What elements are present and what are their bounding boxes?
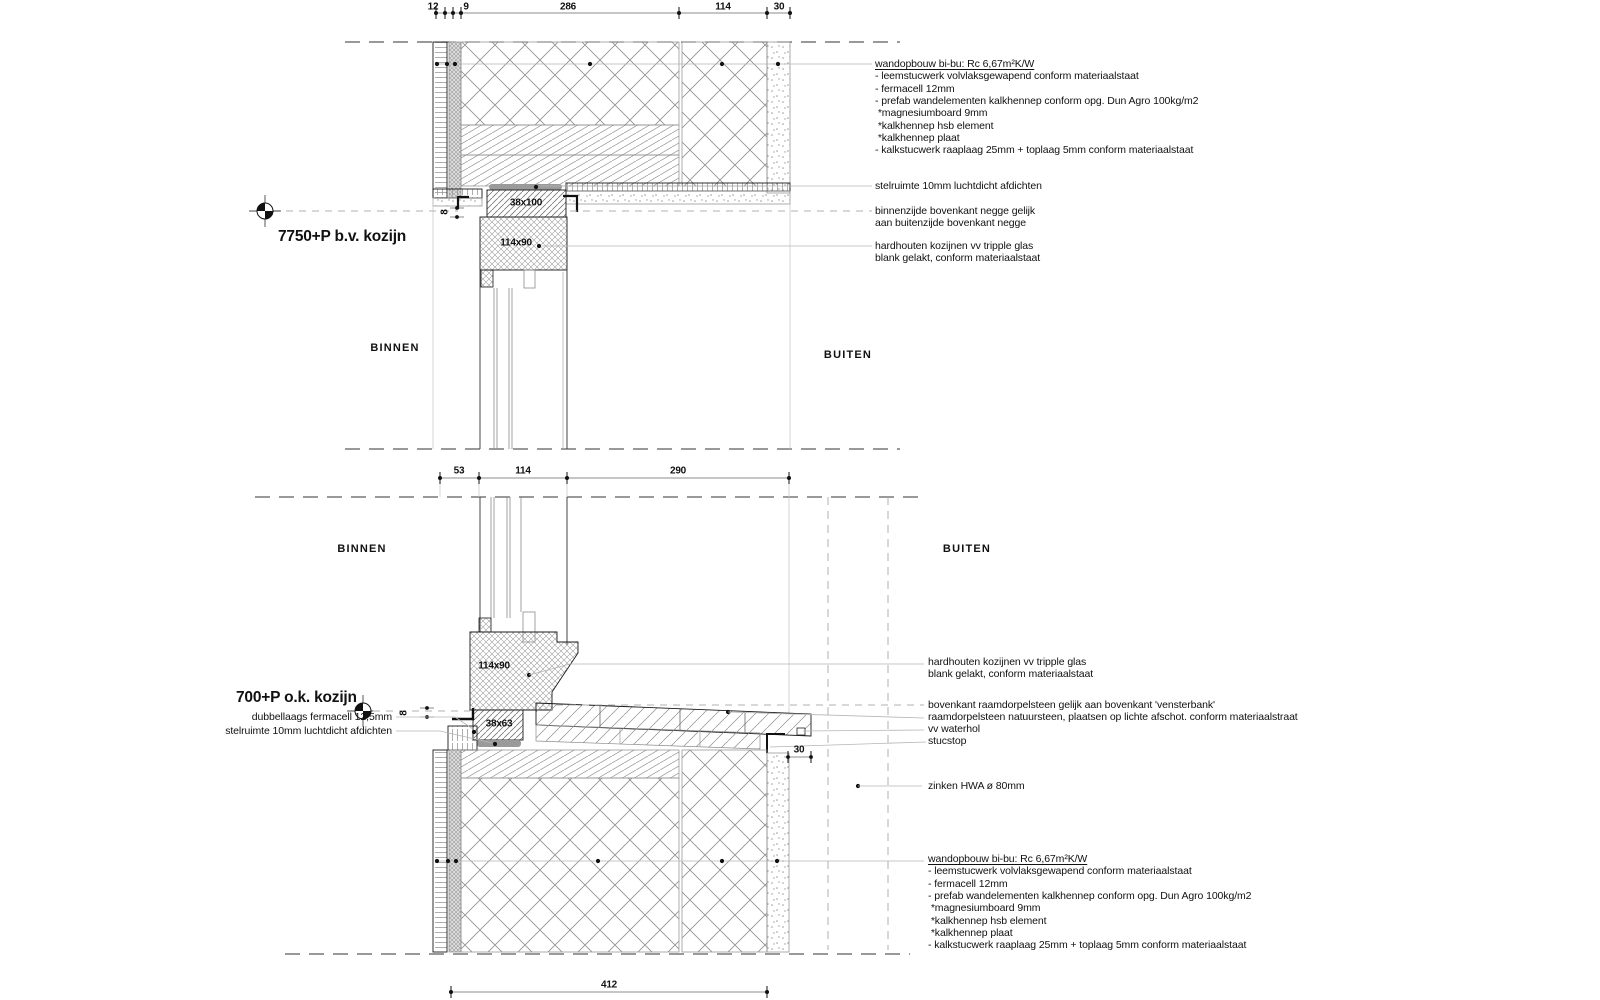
annotation-fermacell: dubbellaags fermacell 12,5mm bbox=[251, 711, 392, 723]
wall-buildup-line: - kalkstucwerk raaplaag 25mm + toplaag 5mm conform materiaalstaat bbox=[875, 144, 1194, 157]
wall-buildup-line: *magnesiumboard 9mm bbox=[875, 107, 988, 120]
wall-buildup-line: - prefab wandelementen kalkhennep conform opg. Dun Agro 100kg/m2 bbox=[928, 890, 1252, 903]
dim-8-top: 8 bbox=[439, 209, 451, 215]
kozijn-line: hardhouten kozijnen vv tripple glas bbox=[875, 240, 1034, 252]
dim-114-bottom: 114 bbox=[515, 465, 531, 477]
annotation-stelruimte-top bbox=[875, 180, 1042, 192]
level-title-bottom: 700+P o.k. kozijn bbox=[236, 689, 357, 706]
dim-412: 412 bbox=[600, 979, 618, 991]
wall-buildup-line: - prefab wandelementen kalkhennep conform opg. Dun Agro 100kg/m2 bbox=[875, 95, 1199, 108]
zone-buiten-bottom: BUITEN bbox=[942, 543, 992, 555]
annotation-hwa: zinken HWA ø 80mm bbox=[928, 780, 1025, 792]
annotation-stelruimte-bottom: stelruimte 10mm luchtdicht afdichten bbox=[225, 725, 392, 737]
dim-8-bottom: 8 bbox=[398, 710, 410, 716]
wall-buildup-line: - fermacell 12mm bbox=[928, 877, 1008, 890]
dim-53: 53 bbox=[453, 465, 465, 477]
zone-buiten-top: BUITEN bbox=[823, 349, 873, 361]
wall-buildup-line: *kalkhennep hsb element bbox=[928, 914, 1047, 927]
part-label-38x100: 38x100 bbox=[509, 197, 543, 209]
level-title-top: 7750+P b.v. kozijn bbox=[278, 228, 407, 245]
annotation-negge bbox=[875, 205, 1035, 230]
part-label-38x63: 38x63 bbox=[485, 718, 513, 730]
part-label-114x90-bottom: 114x90 bbox=[478, 660, 510, 672]
annotation-kozijn-bottom bbox=[928, 656, 1093, 681]
annotation-wall-buildup-bottom bbox=[928, 853, 1251, 952]
wall-buildup-line: - leemstucwerk volvlaksgewapend conform materiaalstaat bbox=[875, 70, 1139, 83]
wall-buildup-line: *kalkhennep plaat bbox=[875, 132, 960, 145]
wall-buildup-line: - kalkstucwerk raaplaag 25mm + toplaag 5mm conform materiaalstaat bbox=[928, 939, 1247, 952]
dorpel-line: bovenkant raamdorpelsteen gelijk aan bovenkant 'vensterbank' bbox=[928, 699, 1215, 711]
dim-30-bottom: 30 bbox=[793, 744, 805, 756]
dim-9: 9 bbox=[463, 1, 469, 13]
wall-buildup-line: *kalkhennep hsb element bbox=[875, 119, 994, 132]
stucstop-text: stucstop bbox=[928, 735, 967, 747]
wall-buildup-line: *kalkhennep plaat bbox=[928, 927, 1013, 940]
negge-line: binnenzijde bovenkant negge gelijk bbox=[875, 205, 1036, 217]
dim-290: 290 bbox=[669, 465, 687, 477]
dim-12: 12 bbox=[427, 1, 439, 13]
dorpel-line: raamdorpelsteen natuursteen, plaatsen op lichte afschot. conform materiaalstraat bbox=[928, 711, 1298, 723]
wall-buildup-line: - fermacell 12mm bbox=[875, 82, 955, 95]
wall-buildup-title: wandopbouw bi-bu: Rc 6,67m²K/W bbox=[875, 58, 1035, 70]
annotation-kozijn-top bbox=[875, 240, 1040, 265]
zone-binnen-bottom: BINNEN bbox=[337, 543, 387, 555]
wall-buildup-title: wandopbouw bi-bu: Rc 6,67m²K/W bbox=[928, 853, 1088, 865]
kozijn-line: blank gelakt, conform materiaalstaat bbox=[875, 252, 1041, 265]
dim-286: 286 bbox=[559, 1, 577, 13]
kozijn-line: blank gelakt, conform materiaalstaat bbox=[928, 668, 1094, 681]
negge-line: aan buitenzijde bovenkant negge bbox=[875, 217, 1027, 230]
dim-30-top: 30 bbox=[773, 1, 785, 13]
part-label-114x90-top: 114x90 bbox=[500, 237, 532, 249]
annotation-raamdorpel bbox=[928, 699, 1298, 747]
wall-buildup-line: *magnesiumboard 9mm bbox=[928, 902, 1041, 915]
dim-114-top: 114 bbox=[715, 1, 731, 13]
kozijn-line: hardhouten kozijnen vv tripple glas bbox=[928, 656, 1087, 668]
waterhol-text: vv waterhol bbox=[928, 723, 981, 735]
wall-buildup-line: - leemstucwerk volvlaksgewapend conform materiaalstaat bbox=[928, 865, 1192, 878]
stelruimte-text: stelruimte 10mm luchtdicht afdichten bbox=[875, 180, 1042, 192]
zone-binnen-top: BINNEN bbox=[370, 342, 420, 354]
annotation-wall-buildup-top bbox=[875, 58, 1198, 157]
